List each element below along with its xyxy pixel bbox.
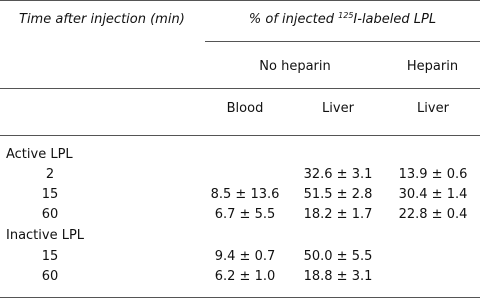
header-time-after-injection: Time after injection (min) [19,12,185,27]
cell-liver: 18.2 ± 1.7 [303,207,373,222]
cell-heparin-liver: 22.8 ± 0.4 [398,207,468,222]
header-rule-lower [0,135,480,136]
cell-time: 15 [41,187,59,202]
header-blood: Blood [226,101,264,116]
header-percent-injected [205,12,480,28]
cell-blood: 6.2 ± 1.0 [214,269,276,284]
group-label-inactive-lpl: Inactive LPL [6,228,85,243]
header-rule-upper [205,41,480,42]
cell-liver: 50.0 ± 5.5 [303,249,373,264]
cell-blood: 8.5 ± 13.6 [210,187,280,202]
top-rule [0,0,480,1]
cell-liver: 32.6 ± 3.1 [303,167,373,182]
cell-time: 60 [41,269,59,284]
cell-time: 15 [41,249,59,264]
header-no-heparin: No heparin [259,59,331,74]
cell-blood: 9.4 ± 0.7 [214,249,276,264]
header-percent-superscript: 125 [338,11,354,20]
header-percent-suffix: I-labeled LPL [353,12,437,27]
cell-time: 2 [45,167,55,182]
cell-liver: 51.5 ± 2.8 [303,187,373,202]
header-percent-prefix: % of injected [248,12,339,27]
cell-liver: 18.8 ± 3.1 [303,269,373,284]
header-liver-no-heparin: Liver [322,101,354,116]
header-heparin: Heparin [406,59,459,74]
cell-blood: 6.7 ± 5.5 [214,207,276,222]
header-liver-heparin: Liver [417,101,449,116]
cell-time: 60 [41,207,59,222]
header-rule-middle [0,88,480,89]
cell-heparin-liver: 30.4 ± 1.4 [398,187,468,202]
group-label-active-lpl: Active LPL [6,147,73,162]
cell-heparin-liver: 13.9 ± 0.6 [398,167,468,182]
